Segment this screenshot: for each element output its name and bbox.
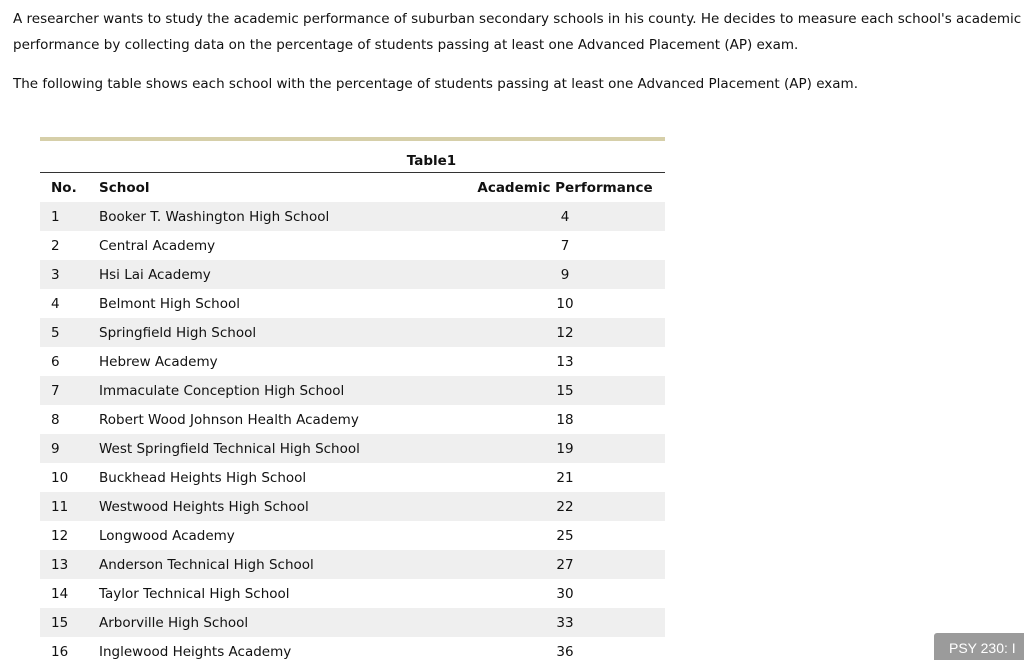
intro-line-2: performance by collecting data on the percentage of students passing at least one Advanced Placement (AP) exam. xyxy=(13,37,799,53)
data-table xyxy=(40,173,665,660)
cell-academic-performance: 19 xyxy=(465,434,665,463)
table-row xyxy=(40,463,665,492)
table-row xyxy=(40,318,665,347)
cell-academic-performance: 22 xyxy=(465,492,665,521)
cell-no: 4 xyxy=(40,289,99,318)
cell-no: 12 xyxy=(40,521,99,550)
cell-school: Inglewood Heights Academy xyxy=(99,637,465,660)
intro-line-1: A researcher wants to study the academic performance of suburban secondary schools in his county. He decides to measure each school's academic xyxy=(13,11,1022,27)
cell-school: Belmont High School xyxy=(99,289,465,318)
table-row xyxy=(40,289,665,318)
cell-no: 6 xyxy=(40,347,99,376)
intro-paragraph xyxy=(13,6,1024,58)
cell-no: 5 xyxy=(40,318,99,347)
header-academic-performance: Academic Performance xyxy=(477,179,653,196)
cell-school: Hebrew Academy xyxy=(99,347,465,376)
cell-school: Springfield High School xyxy=(99,318,465,347)
table-row xyxy=(40,347,665,376)
cell-no: 9 xyxy=(40,434,99,463)
cell-school: Central Academy xyxy=(99,231,465,260)
cell-academic-performance: 4 xyxy=(465,202,665,231)
header-no: No. xyxy=(51,179,77,196)
table-row xyxy=(40,434,665,463)
table-row xyxy=(40,260,665,289)
table-row xyxy=(40,608,665,637)
table-row xyxy=(40,637,665,660)
cell-school: West Springfield Technical High School xyxy=(99,434,465,463)
cell-academic-performance: 27 xyxy=(465,550,665,579)
cell-no: 1 xyxy=(40,202,99,231)
cell-school: Hsi Lai Academy xyxy=(99,260,465,289)
cell-academic-performance: 12 xyxy=(465,318,665,347)
table-row xyxy=(40,492,665,521)
data-table-container xyxy=(40,137,665,660)
cell-no: 7 xyxy=(40,376,99,405)
table-row xyxy=(40,550,665,579)
cell-academic-performance: 30 xyxy=(465,579,665,608)
cell-no: 8 xyxy=(40,405,99,434)
table-body xyxy=(40,202,665,660)
table-row xyxy=(40,579,665,608)
header-school: School xyxy=(99,179,150,196)
course-badge[interactable]: PSY 230: I xyxy=(934,633,1024,660)
cell-academic-performance: 15 xyxy=(465,376,665,405)
table-lead-text: The following table shows each school with the percentage of students passing at least one Advanced Placement (AP) exam. xyxy=(13,76,858,92)
cell-academic-performance: 21 xyxy=(465,463,665,492)
cell-school: Arborville High School xyxy=(99,608,465,637)
cell-no: 2 xyxy=(40,231,99,260)
cell-academic-performance: 9 xyxy=(465,260,665,289)
cell-no: 10 xyxy=(40,463,99,492)
table-caption: Table1 xyxy=(40,141,665,173)
cell-academic-performance: 10 xyxy=(465,289,665,318)
table-row xyxy=(40,405,665,434)
cell-academic-performance: 36 xyxy=(465,637,665,660)
cell-no: 3 xyxy=(40,260,99,289)
cell-academic-performance: 7 xyxy=(465,231,665,260)
table-row xyxy=(40,376,665,405)
cell-school: Westwood Heights High School xyxy=(99,492,465,521)
table-row xyxy=(40,231,665,260)
cell-no: 16 xyxy=(40,637,99,660)
cell-no: 15 xyxy=(40,608,99,637)
cell-school: Anderson Technical High School xyxy=(99,550,465,579)
cell-no: 13 xyxy=(40,550,99,579)
cell-no: 14 xyxy=(40,579,99,608)
cell-academic-performance: 18 xyxy=(465,405,665,434)
cell-school: Booker T. Washington High School xyxy=(99,202,465,231)
cell-academic-performance: 13 xyxy=(465,347,665,376)
cell-school: Buckhead Heights High School xyxy=(99,463,465,492)
cell-academic-performance: 33 xyxy=(465,608,665,637)
cell-school: Robert Wood Johnson Health Academy xyxy=(99,405,465,434)
cell-no: 11 xyxy=(40,492,99,521)
cell-school: Immaculate Conception High School xyxy=(99,376,465,405)
cell-academic-performance: 25 xyxy=(465,521,665,550)
cell-school: Taylor Technical High School xyxy=(99,579,465,608)
cell-school: Longwood Academy xyxy=(99,521,465,550)
table-header-row xyxy=(40,173,665,202)
table-row xyxy=(40,521,665,550)
table-row xyxy=(40,202,665,231)
